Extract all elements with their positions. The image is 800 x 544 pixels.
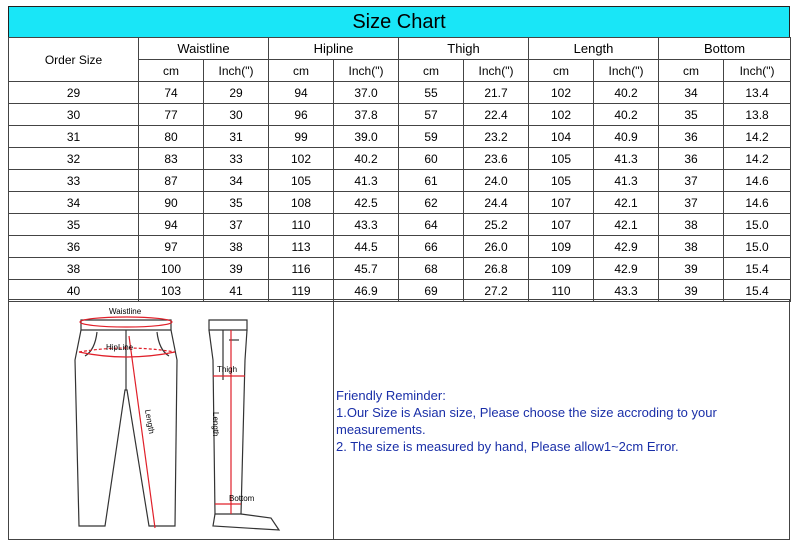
measurement-cell: 108 (269, 192, 334, 214)
bottom-label: Bottom (229, 494, 255, 503)
order-size-cell: 33 (9, 170, 139, 192)
measurement-cell: 41.3 (334, 170, 399, 192)
measurement-cell: 26.8 (464, 258, 529, 280)
table-row (9, 214, 791, 236)
measurement-cell: 40.9 (594, 126, 659, 148)
measurement-cell: 42.1 (594, 214, 659, 236)
measurement-cell: 97 (139, 236, 204, 258)
unit-cm: cm (659, 60, 724, 82)
measurement-cell: 45.7 (334, 258, 399, 280)
order-size-cell: 29 (9, 82, 139, 104)
measurement-cell: 116 (269, 258, 334, 280)
unit-cm: cm (529, 60, 594, 82)
waistline-label: Waistline (109, 307, 142, 316)
friendly-reminder (336, 387, 776, 455)
measurement-cell: 39 (204, 258, 269, 280)
length-side-label: Length (211, 412, 220, 437)
measurement-cell: 105 (529, 148, 594, 170)
measurement-cell: 21.7 (464, 82, 529, 104)
measurement-cell: 59 (399, 126, 464, 148)
measurement-cell: 43.3 (594, 280, 659, 302)
table-row (9, 236, 791, 258)
measurement-cell: 38 (204, 236, 269, 258)
reminder-line-2: 2. The size is measured by hand, Please allow1~2cm Error. (336, 439, 679, 454)
measurement-cell: 42.9 (594, 236, 659, 258)
measurement-cell: 38 (659, 236, 724, 258)
measurement-cell: 23.2 (464, 126, 529, 148)
measurement-cell: 96 (269, 104, 334, 126)
order-size-cell: 35 (9, 214, 139, 236)
measurement-cell: 22.4 (464, 104, 529, 126)
measurement-cell: 23.6 (464, 148, 529, 170)
measurement-cell: 40.2 (594, 104, 659, 126)
measurement-cell: 55 (399, 82, 464, 104)
unit-cm: cm (399, 60, 464, 82)
measurement-cell: 15.4 (724, 258, 791, 280)
unit-cm: cm (139, 60, 204, 82)
measurement-cell: 102 (529, 82, 594, 104)
measurement-cell: 40.2 (594, 82, 659, 104)
unit-inch: Inch(") (204, 60, 269, 82)
order-size-cell: 32 (9, 148, 139, 170)
measurement-cell: 61 (399, 170, 464, 192)
measurement-cell: 62 (399, 192, 464, 214)
measurement-cell: 37 (659, 192, 724, 214)
measurement-cell: 39 (659, 280, 724, 302)
measurement-cell: 27.2 (464, 280, 529, 302)
measurement-cell: 41.3 (594, 170, 659, 192)
measurement-cell: 13.4 (724, 82, 791, 104)
measurement-cell: 46.9 (334, 280, 399, 302)
measurement-cell: 13.8 (724, 104, 791, 126)
measurement-cell: 42.5 (334, 192, 399, 214)
measurement-cell: 109 (529, 236, 594, 258)
length-front-label: Length (143, 408, 157, 435)
unit-cm: cm (269, 60, 334, 82)
measurement-cell: 87 (139, 170, 204, 192)
measurement-cell: 113 (269, 236, 334, 258)
order-size-cell: 30 (9, 104, 139, 126)
unit-inch: Inch(") (334, 60, 399, 82)
measurement-cell: 90 (139, 192, 204, 214)
measurement-cell: 41.3 (594, 148, 659, 170)
measurement-cell: 66 (399, 236, 464, 258)
table-row (9, 104, 791, 126)
waistline-header: Waistline (139, 38, 269, 60)
measurement-cell: 100 (139, 258, 204, 280)
measurement-cell: 36 (659, 126, 724, 148)
measurement-cell: 37.0 (334, 82, 399, 104)
measurement-cell: 38 (659, 214, 724, 236)
measurement-cell: 35 (204, 192, 269, 214)
measurement-cell: 24.4 (464, 192, 529, 214)
order-size-cell: 38 (9, 258, 139, 280)
measurement-cell: 57 (399, 104, 464, 126)
table-row (9, 148, 791, 170)
order-size-header: Order Size (9, 38, 139, 82)
measurement-cell: 68 (399, 258, 464, 280)
hipline-label: HipLine (106, 343, 134, 352)
measurement-cell: 74 (139, 82, 204, 104)
measurement-cell: 99 (269, 126, 334, 148)
measurement-cell: 94 (269, 82, 334, 104)
measurement-cell: 24.0 (464, 170, 529, 192)
measurement-cell: 39 (659, 258, 724, 280)
size-table-body (9, 82, 791, 302)
measurement-cell: 36 (659, 148, 724, 170)
thigh-header: Thigh (399, 38, 529, 60)
measurement-cell: 107 (529, 192, 594, 214)
table-row (9, 192, 791, 214)
measurement-cell: 42.1 (594, 192, 659, 214)
chart-title: Size Chart (8, 6, 790, 38)
length-header: Length (529, 38, 659, 60)
measurement-cell: 33 (204, 148, 269, 170)
measurement-cell: 105 (529, 170, 594, 192)
measurement-cell: 110 (269, 214, 334, 236)
measurement-cell: 64 (399, 214, 464, 236)
measurement-cell: 41 (204, 280, 269, 302)
measurement-cell: 39.0 (334, 126, 399, 148)
measurement-cell: 42.9 (594, 258, 659, 280)
unit-inch: Inch(") (724, 60, 791, 82)
measurement-cell: 110 (529, 280, 594, 302)
measurement-cell: 14.2 (724, 126, 791, 148)
order-size-cell: 36 (9, 236, 139, 258)
thigh-label: Thigh (217, 365, 238, 374)
measurement-cell: 34 (659, 82, 724, 104)
table-row (9, 82, 791, 104)
info-panel (8, 299, 790, 540)
measurement-cell: 31 (204, 126, 269, 148)
measurement-cell: 37.8 (334, 104, 399, 126)
measurement-illustration (9, 300, 334, 539)
measurement-cell: 77 (139, 104, 204, 126)
measurement-cell: 35 (659, 104, 724, 126)
measurement-cell: 29 (204, 82, 269, 104)
measurement-cell: 40.2 (334, 148, 399, 170)
table-row (9, 170, 791, 192)
measurement-cell: 37 (204, 214, 269, 236)
unit-inch: Inch(") (464, 60, 529, 82)
measurement-cell: 60 (399, 148, 464, 170)
measurement-cell: 26.0 (464, 236, 529, 258)
order-size-cell: 40 (9, 280, 139, 302)
bottom-header: Bottom (659, 38, 791, 60)
unit-inch: Inch(") (594, 60, 659, 82)
size-chart-sheet (8, 6, 790, 539)
table-row (9, 258, 791, 280)
size-table (8, 37, 791, 302)
trousers-diagram (9, 300, 333, 539)
measurement-cell: 94 (139, 214, 204, 236)
reminder-heading: Friendly Reminder: (336, 388, 446, 403)
measurement-cell: 30 (204, 104, 269, 126)
measurement-cell: 14.6 (724, 192, 791, 214)
measurement-cell: 14.2 (724, 148, 791, 170)
measurement-cell: 107 (529, 214, 594, 236)
order-size-cell: 31 (9, 126, 139, 148)
measurement-cell: 15.4 (724, 280, 791, 302)
measurement-cell: 102 (269, 148, 334, 170)
measurement-cell: 37 (659, 170, 724, 192)
hipline-header: Hipline (269, 38, 399, 60)
measurement-cell: 104 (529, 126, 594, 148)
reminder-line-1: 1.Our Size is Asian size, Please choose the size accroding to your measurements. (336, 405, 717, 437)
measurement-cell: 83 (139, 148, 204, 170)
measurement-cell: 102 (529, 104, 594, 126)
measurement-cell: 119 (269, 280, 334, 302)
measurement-cell: 109 (529, 258, 594, 280)
measurement-cell: 105 (269, 170, 334, 192)
table-row (9, 126, 791, 148)
measurement-cell: 103 (139, 280, 204, 302)
measurement-cell: 34 (204, 170, 269, 192)
order-size-cell: 34 (9, 192, 139, 214)
measurement-cell: 80 (139, 126, 204, 148)
measurement-cell: 25.2 (464, 214, 529, 236)
measurement-cell: 15.0 (724, 214, 791, 236)
measurement-cell: 43.3 (334, 214, 399, 236)
measurement-cell: 44.5 (334, 236, 399, 258)
measurement-cell: 15.0 (724, 236, 791, 258)
measurement-cell: 14.6 (724, 170, 791, 192)
measurement-cell: 69 (399, 280, 464, 302)
